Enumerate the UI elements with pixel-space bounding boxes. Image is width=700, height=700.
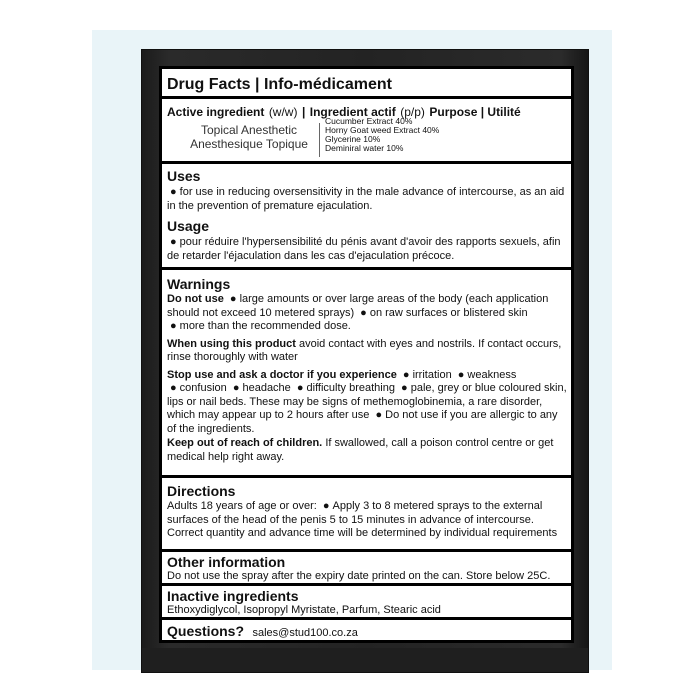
- active-ingredient-header: Active ingredient: [167, 105, 265, 119]
- bullet: ●: [170, 186, 177, 198]
- bullet: ●: [402, 368, 410, 381]
- active-ingredient-section: [162, 99, 571, 164]
- purpose-line-en: Topical Anesthetic: [200, 123, 298, 137]
- ingredient-actif-header: Ingredient actif: [309, 105, 396, 119]
- bullet: ●: [170, 320, 177, 332]
- bullet: ●: [375, 409, 383, 421]
- when-using-block: When using this product avoid contact with eyes and nostrils. If contact occurs, rinse thoroughly with water: [167, 337, 562, 363]
- stop-use-label: Stop use and ask a doctor if you experience: [167, 368, 397, 381]
- directions-header: Directions: [167, 483, 236, 499]
- directions-section: [162, 478, 571, 552]
- stop-use-block: Stop use and ask a doctor if you experience ● irritation ● weakness ● confusion ● headache ● difficulty breathing ● pale, grey or blue coloured skin, lips or nail beds. These may be signs of methemoglobinemia, a rare disorder, which may appear up to 2 hours after use ● Do not use if you are allergic to any of the ingredients.: [167, 368, 567, 435]
- bullet: ●: [229, 293, 237, 305]
- bullet: ●: [170, 382, 177, 394]
- box-bottom-edge: [142, 648, 588, 672]
- contact-email: sales@stud100.co.za: [252, 627, 358, 639]
- title-section: [162, 69, 571, 99]
- inactive-ingredients-section: [162, 586, 571, 620]
- header-separator: |: [301, 105, 306, 119]
- purpose-header: Purpose | Utilité: [429, 105, 521, 119]
- ingredient-list: [325, 117, 439, 153]
- purpose-text: [174, 123, 324, 151]
- ingredient-item: Deminiral water 10%: [325, 143, 404, 153]
- bullet: ●: [322, 500, 330, 512]
- questions-header: Questions?: [167, 623, 245, 639]
- uses-section: [162, 164, 571, 270]
- ingredient-item: Cucumber Extract 40%: [325, 116, 413, 126]
- bullet: ●: [296, 382, 304, 394]
- panel-title: Drug Facts | Info-médicament: [167, 76, 392, 93]
- keep-out-block: Keep out of reach of children. If swallowed, call a poison control centre or get medical help right away.: [167, 437, 554, 463]
- ingredients-divider: [319, 123, 320, 157]
- directions-text: Adults 18 years of age or over: ● Apply 3 to 8 metered sprays to the external surfaces of the head of the penis 5 to 15 minutes in advance of intercourse. Correct quantity and advance time will be determined by individual requirements: [167, 500, 558, 539]
- keep-out-label: Keep out of reach of children.: [167, 437, 323, 449]
- uses-text: ● for use in reducing oversensitivity in the male advance of intercourse, as an aid in the prevention of premature ejaculation.: [167, 186, 565, 212]
- bullet: ●: [232, 382, 240, 394]
- bullet: ●: [457, 368, 465, 381]
- questions-section: [162, 620, 571, 643]
- other-information-section: [162, 552, 571, 586]
- bullet: ●: [170, 236, 177, 248]
- when-using-label: When using this product: [167, 337, 296, 350]
- purpose-line-fr: Anesthesique Topique: [190, 137, 308, 151]
- usage-header: Usage: [167, 218, 210, 234]
- warnings-header: Warnings: [167, 276, 231, 292]
- inactive-ingredients-text: Ethoxydiglycol, Isopropyl Myristate, Parfum, Stearic acid: [167, 604, 441, 616]
- do-not-use-block: Do not use ● large amounts or over large areas of the body (each application should not exceed 10 metered sprays) ● on raw surfaces or blistered skin ● more than the recommended dose.: [167, 293, 549, 332]
- ingredient-actif-unit: (p/p): [400, 105, 425, 119]
- other-information-header: Other information: [167, 554, 286, 570]
- active-ingredient-unit: (w/w): [268, 105, 298, 119]
- usage-text: ● pour réduire l'hypersensibilité du pénis avant d'avoir des rapports sexuels, afin de retarder l'éjaculation dans les cas d'ejaculation précoce.: [167, 236, 561, 262]
- bullet: ●: [401, 382, 408, 394]
- do-not-use-label: Do not use: [167, 293, 224, 305]
- uses-header: Uses: [167, 168, 201, 184]
- ingredient-item: Horny Goat weed Extract 40%: [325, 125, 440, 135]
- other-information-text: Do not use the spray after the expiry date printed on the can. Store below 25C.: [167, 570, 551, 582]
- inactive-ingredients-header: Inactive ingredients: [167, 588, 299, 604]
- bullet: ●: [360, 306, 367, 319]
- ingredient-item: Glycerine 10%: [325, 134, 381, 144]
- warnings-section: [162, 270, 571, 478]
- drug-facts-panel: [159, 66, 574, 643]
